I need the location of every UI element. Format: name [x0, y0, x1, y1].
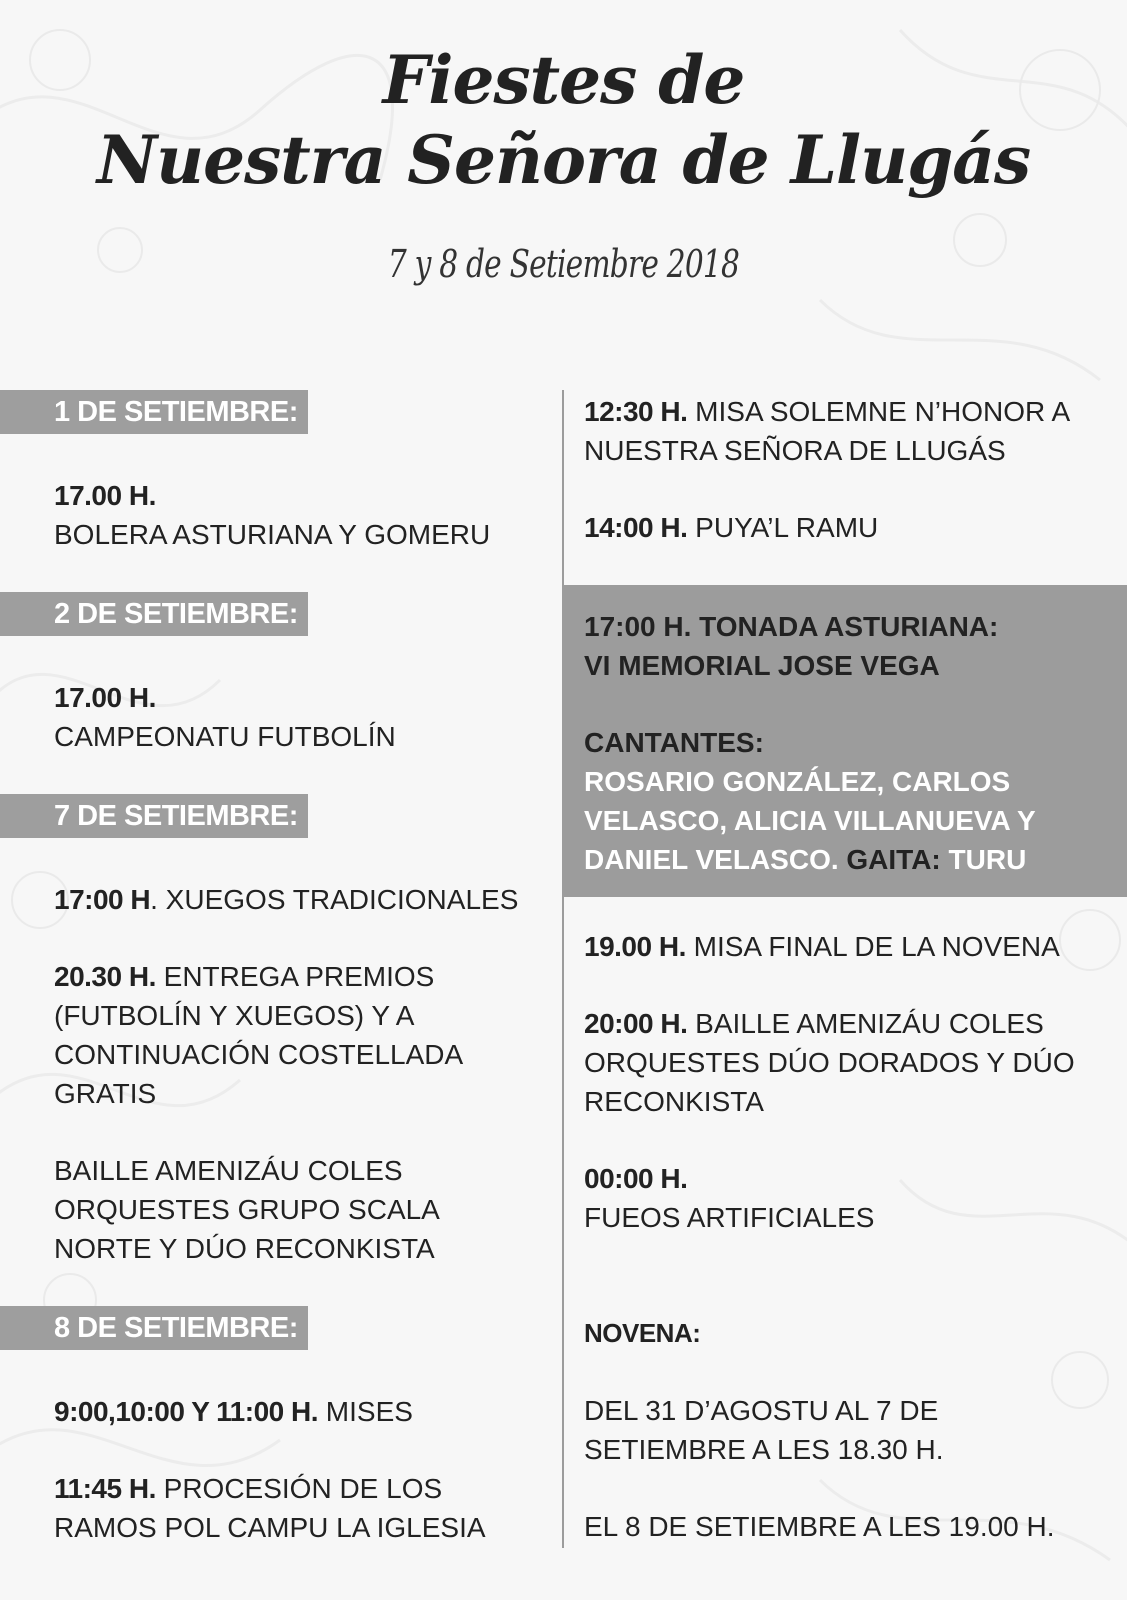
event-time: 19.00 H. — [584, 931, 686, 962]
event-time: 17.00 H. — [54, 480, 156, 511]
event-dates: 7 y 8 de Setiembre 2018 — [387, 242, 740, 286]
novena-line — [566, 1507, 1127, 1546]
event-time: 9:00,10:00 Y 11:00 H. — [54, 1396, 319, 1427]
novena-section — [566, 1313, 1127, 1353]
event-text: ENTREGA PREMIOS (FUTBOLÍN Y XUEGOS) Y A CONTINUACIÓN COSTELLADA GRATIS — [54, 961, 462, 1109]
title-block — [0, 40, 1127, 286]
event-item — [0, 1392, 550, 1431]
event-text: BOLERA ASTURIANA Y GOMERU — [54, 519, 491, 550]
page-title-line2: Nuestra Señora de Llugás — [96, 121, 1031, 199]
event-item — [566, 1004, 1127, 1121]
event-time: 20:00 H. — [584, 1008, 688, 1039]
event-time: 12:30 H. — [584, 396, 688, 427]
event-item — [0, 1151, 550, 1268]
page-title-line1: Fiestes de — [382, 41, 745, 119]
event-text: CAMPEONATU FUTBOLÍN — [54, 721, 396, 752]
event-text: BAILLE AMENIZÁU COLES ORQUESTES DÚO DORADOS Y DÚO RECONKISTA — [584, 1008, 1075, 1117]
novena-line — [566, 1391, 1127, 1469]
event-text: MISA SOLEMNE N’HONOR A NUESTRA SEÑORA DE LLUGÁS — [584, 396, 1069, 466]
event-text: . XUEGOS TRADICIONALES — [150, 884, 519, 915]
event-item — [566, 1159, 1127, 1237]
highlight-title: 17:00 H. TONADA ASTURIANA: — [584, 611, 999, 642]
event-time: 20.30 H. — [54, 961, 156, 992]
event-time: 17:00 H — [54, 884, 151, 915]
event-time: 00:00 H. — [584, 1163, 688, 1194]
novena-label: NOVENA: — [584, 1318, 701, 1348]
highlight-subtitle: VI MEMORIAL JOSE VEGA — [584, 650, 940, 681]
gaita-name: TURU — [948, 844, 1027, 875]
event-item — [0, 957, 550, 1113]
singers-list: ROSARIO GONZÁLEZ, CARLOS VELASCO, ALICIA VILLANUEVA Y DANIEL VELASCO. — [584, 766, 1036, 875]
novena-text: DEL 31 D’AGOSTU AL 7 DE SETIEMBRE A LES 18.30 H. — [584, 1395, 944, 1465]
event-text: BAILLE AMENIZÁU COLES ORQUESTES GRUPO SCALA NORTE Y DÚO RECONKISTA — [54, 1155, 439, 1264]
event-item — [0, 476, 550, 554]
event-item — [566, 927, 1127, 966]
event-text: MISES — [318, 1396, 413, 1427]
tonada-highlight-box — [562, 585, 1127, 897]
event-text: FUEOS ARTIFICIALES — [584, 1202, 875, 1233]
day-header-1: 1 DE SETIEMBRE: — [0, 390, 308, 434]
novena-text: EL 8 DE SETIEMBRE A LES 19.00 H. — [584, 1511, 1055, 1542]
event-time: 14:00 H. — [584, 512, 688, 543]
event-text: PROCESIÓN DE LOS RAMOS POL CAMPU LA IGLESIA — [54, 1473, 486, 1543]
day-header-2: 2 DE SETIEMBRE: — [0, 592, 308, 636]
gaita-label: GAITA: — [846, 844, 941, 875]
event-item — [566, 392, 1127, 470]
event-item — [0, 678, 550, 756]
left-column — [0, 390, 550, 1585]
right-column — [566, 392, 1127, 1584]
event-time: 17.00 H. — [54, 682, 156, 713]
event-time: 11:45 H. — [54, 1473, 156, 1504]
day-header-7: 7 DE SETIEMBRE: — [0, 794, 308, 838]
day-header-8: 8 DE SETIEMBRE: — [0, 1306, 308, 1350]
singers-label: CANTANTES: — [584, 727, 764, 758]
event-text: PUYA’L RAMU — [687, 512, 879, 543]
event-item — [0, 880, 550, 919]
event-item — [566, 508, 1127, 547]
event-text: MISA FINAL DE LA NOVENA — [685, 931, 1060, 962]
column-divider — [562, 390, 564, 1548]
event-item — [0, 1469, 550, 1547]
